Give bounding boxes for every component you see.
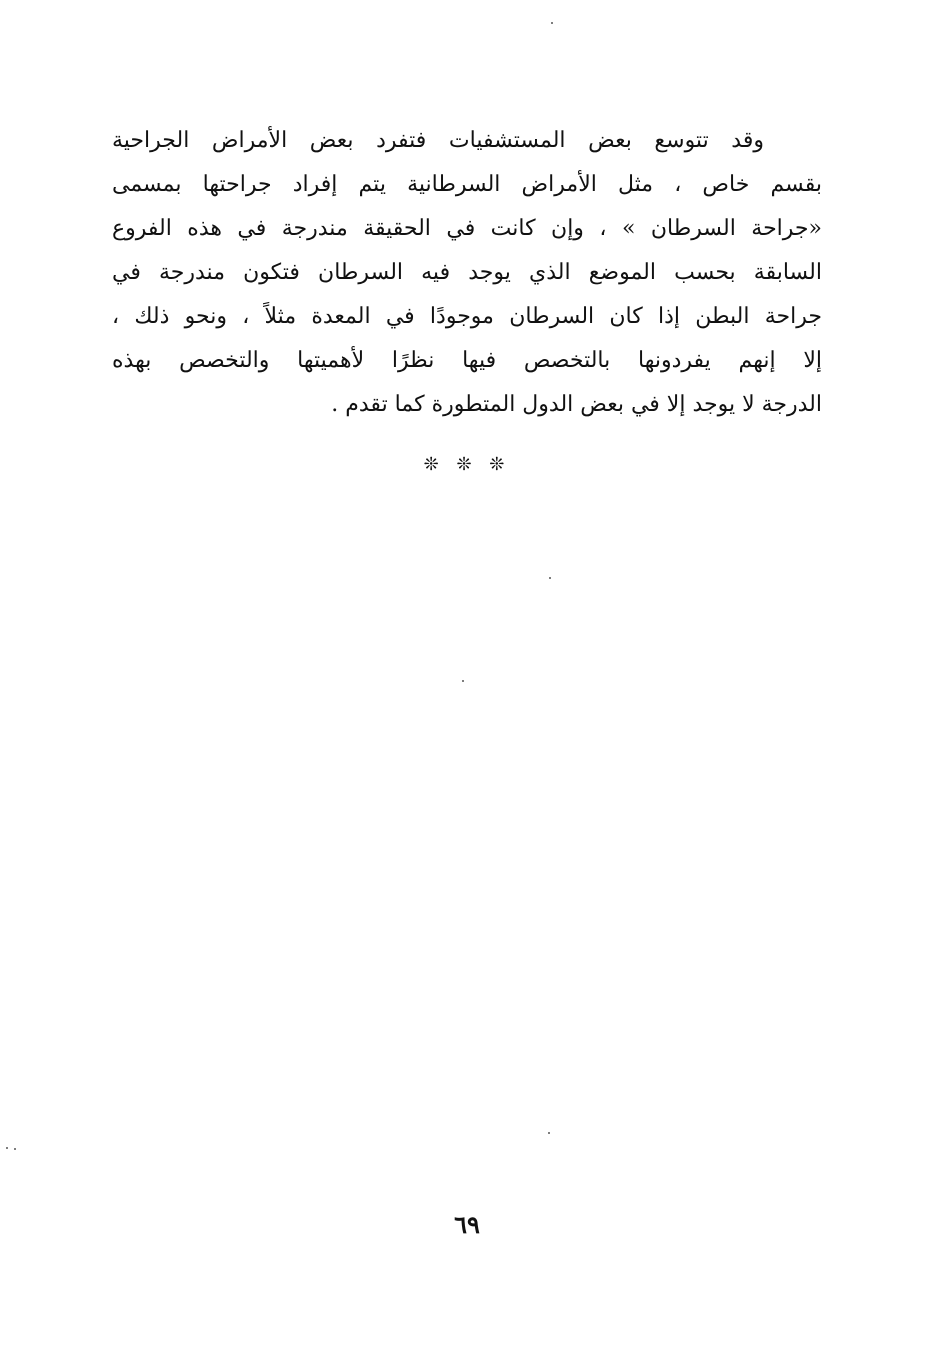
page-number: ٦٩ — [454, 1210, 480, 1239]
body-paragraph — [112, 119, 822, 427]
paragraph-line: إلا إنهم يفردونها بالتخصص فيها نظرًا لأهميتها والتخصص بهذه — [112, 348, 822, 373]
paragraph-line: «جراحة السرطان » ، وإن كانت في الحقيقة مندرجة في هذه الفروع — [112, 216, 822, 241]
scan-speck — [551, 22, 553, 24]
paragraph-line: جراحة البطن إذا كان السرطان موجودًا في المعدة مثلاً ، ونحو ذلك ، — [112, 304, 822, 329]
paragraph-line: السابقة بحسب الموضع الذي يوجد فيه السرطان فتكون مندرجة في — [112, 260, 822, 285]
scan-speck — [6, 1147, 8, 1149]
scan-speck — [14, 1148, 16, 1150]
scan-speck — [462, 680, 464, 682]
scan-speck — [549, 577, 551, 579]
paragraph-line: بقسم خاص ، مثل الأمراض السرطانية يتم إفراد جراحتها بمسمى — [112, 172, 822, 197]
paragraph-line: وقد تتوسع بعض المستشفيات فتفرد بعض الأمراض الجراحية — [112, 128, 764, 153]
paragraph-line: الدرجة لا يوجد إلا في بعض الدول المتطورة كما تقدم . — [331, 392, 822, 417]
scan-speck — [548, 1132, 550, 1134]
section-separator: ❊ ❊ ❊ — [423, 454, 511, 475]
